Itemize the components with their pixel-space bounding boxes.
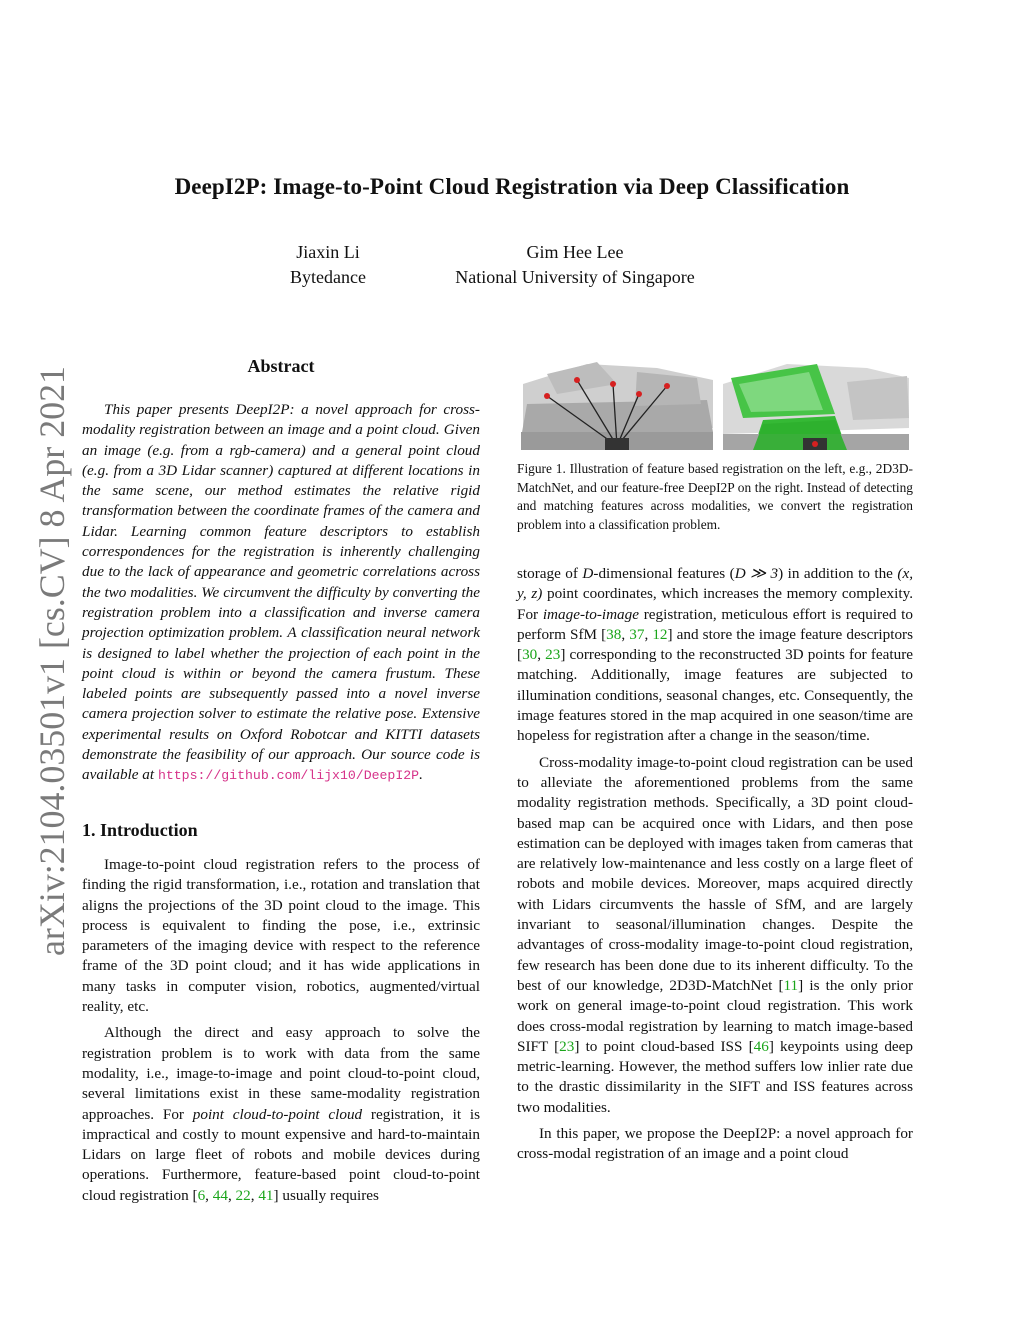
abstract-body bbox=[82, 400, 480, 793]
right-paragraph-1: storage of D-dimensional features (D ≫ 3) in addition to the (x, y, z) point coordinates, which increases the memory complexity. For image-to-image registration, meticulous effort is required to perform SfM [38, 37, 12] and store the image feature descriptors [30, 23] corresponding to the reconstructed 3D points for feature matching. Additionally, image features are subjected to illumination conditions, seasonal changes, etc. Consequently, the image features stored in the map acquired in one season/time are hopeless for registration after a change in the season/time. bbox=[517, 565, 914, 745]
citation-link[interactable]: 23 bbox=[545, 646, 561, 664]
citation-link[interactable]: 46 bbox=[753, 1037, 769, 1055]
author-affiliation: Bytedance bbox=[290, 267, 366, 287]
author-affiliation: National University of Singapore bbox=[455, 267, 695, 287]
source-code-link[interactable]: https://github.com/lijx10/DeepI2P bbox=[157, 768, 420, 784]
citation-link[interactable]: 44 bbox=[212, 1186, 228, 1204]
introduction-body bbox=[82, 855, 480, 1212]
arxiv-id: arXiv:2104.03501v1 [cs.CV] 8 Apr 2021 bbox=[32, 364, 72, 956]
citation-link[interactable]: 6 bbox=[197, 1186, 206, 1204]
abstract-end: . bbox=[419, 766, 423, 784]
citation-link[interactable]: 30 bbox=[522, 646, 538, 664]
citation-link[interactable]: 41 bbox=[258, 1186, 274, 1204]
citation-link[interactable]: 38 bbox=[606, 625, 622, 643]
abstract-text: This paper presents DeepI2P: a novel approach for cross-modality registration between an image and a point cloud. Given an image (e.g. from a rgb-camera) and a general point cloud (e.g. from a 3D Lidar scanner) captured at different locations in the same scene, our method estimates the relative rigid transformation between the coordinate frames of the camera and Lidar. Learning common feature descriptors to establish correspondences for the registration is inherently challenging due to the lack of appearance and geometric correlations across the two modalities. We circumvent the difficulty by converting the registration problem into a classification and inverse camera projection optimization problem. A classification neural network is designed to label whether the projection of each point in the point cloud is within or beyond the camera frustum. These labeled points are subsequently passed into a novel inverse camera projection solver to estimate the relative pose. Extensive experimental results on Oxford Robotcar and KITTI datasets demonstrate the feasibility of our approach. Our source code is available at bbox=[82, 401, 480, 784]
abstract-heading: Abstract bbox=[247, 356, 315, 376]
citation-link[interactable]: 37 bbox=[629, 625, 645, 643]
right-point-cloud bbox=[723, 364, 909, 450]
paper-title: DeepI2P: Image-to-Point Cloud Registration via Deep Classification bbox=[174, 174, 850, 199]
intro-paragraph-2: Although the direct and easy approach to solve the registration problem is to work with data from the same modality, i.e., image-to-image and point cloud-to-point cloud, several limitations exist in these same-modality registration approaches. For point cloud-to-point cloud registration, it is impractical and costly to mount expensive and hard-to-maintain Lidars on large fleet of robots and mobile devices during operations. Furthermore, feature-based point cloud-to-point cloud registration [6, 44, 22, 41] usually requires bbox=[82, 1024, 480, 1204]
author-name: Jiaxin Li bbox=[296, 242, 360, 262]
section-heading-introduction: 1. Introduction bbox=[82, 820, 198, 840]
author-2 bbox=[430, 240, 720, 290]
figure-1-caption: Figure 1. Illustration of feature based registration on the left, e.g., 2D3D-MatchNet, and our feature-free DeepI2P on the right. Instead of detecting and matching features across modalities, we convert the registration problem into a classification problem. bbox=[517, 461, 913, 532]
right-paragraph-2: Cross-modality image-to-point cloud registration can be used to alleviate the aforementioned problems from the same modality registration methods. Specifically, a 3D point cloud-based map can be acquired once with Lidars, and then pose estimation can be deployed with images taken from cameras that are relatively low-maintenance and less costly on a large fleet of robots and mobile devices. Moreover, maps acquired directly with Lidars circumvents the hassle of SfM, and are largely invariant to seasonal/illumination changes. Despite the advantages of cross-modality image-to-point cloud registration, few research has been done due to its inherent difficulty. To the best of our knowledge, 2D3D-MatchNet [11] is the only prior work on general image-to-point cloud registration. This work does cross-modal registration by learning to match image-based SIFT [23] to point cloud-based ISS [46] keypoints using deep metric-learning. However, the method suffers low inlier rate due to the drastic dissimilarity in the SIFT and ISS features across two modalities. bbox=[517, 753, 914, 1116]
intro-paragraph-1: Image-to-point cloud registration refers to the process of finding the rigid transformation, i.e., rotation and translation that aligns the projections of the 3D point cloud to the image. This process is equivalent to finding the pose, i.e., extrinsic parameters of the imaging device with respect to the reference frame of the 3D point cloud; and it has wide applications in many tasks in computer vision, robotics, augmented/virtual reality, etc. bbox=[82, 856, 480, 1016]
citation-link[interactable]: 23 bbox=[559, 1037, 575, 1055]
figure-1-image bbox=[517, 354, 913, 454]
right-column-body bbox=[517, 564, 913, 1171]
right-paragraph-3: In this paper, we propose the DeepI2P: a novel approach for cross-modal registration of an image and a point cloud bbox=[517, 1125, 913, 1163]
citation-link[interactable]: 12 bbox=[652, 625, 668, 643]
citation-link[interactable]: 22 bbox=[235, 1186, 251, 1204]
author-name: Gim Hee Lee bbox=[526, 242, 624, 262]
camera-icon bbox=[605, 438, 629, 450]
arxiv-sidebar bbox=[18, 360, 80, 960]
author-1 bbox=[268, 240, 388, 290]
citation-link[interactable]: 11 bbox=[783, 976, 799, 994]
